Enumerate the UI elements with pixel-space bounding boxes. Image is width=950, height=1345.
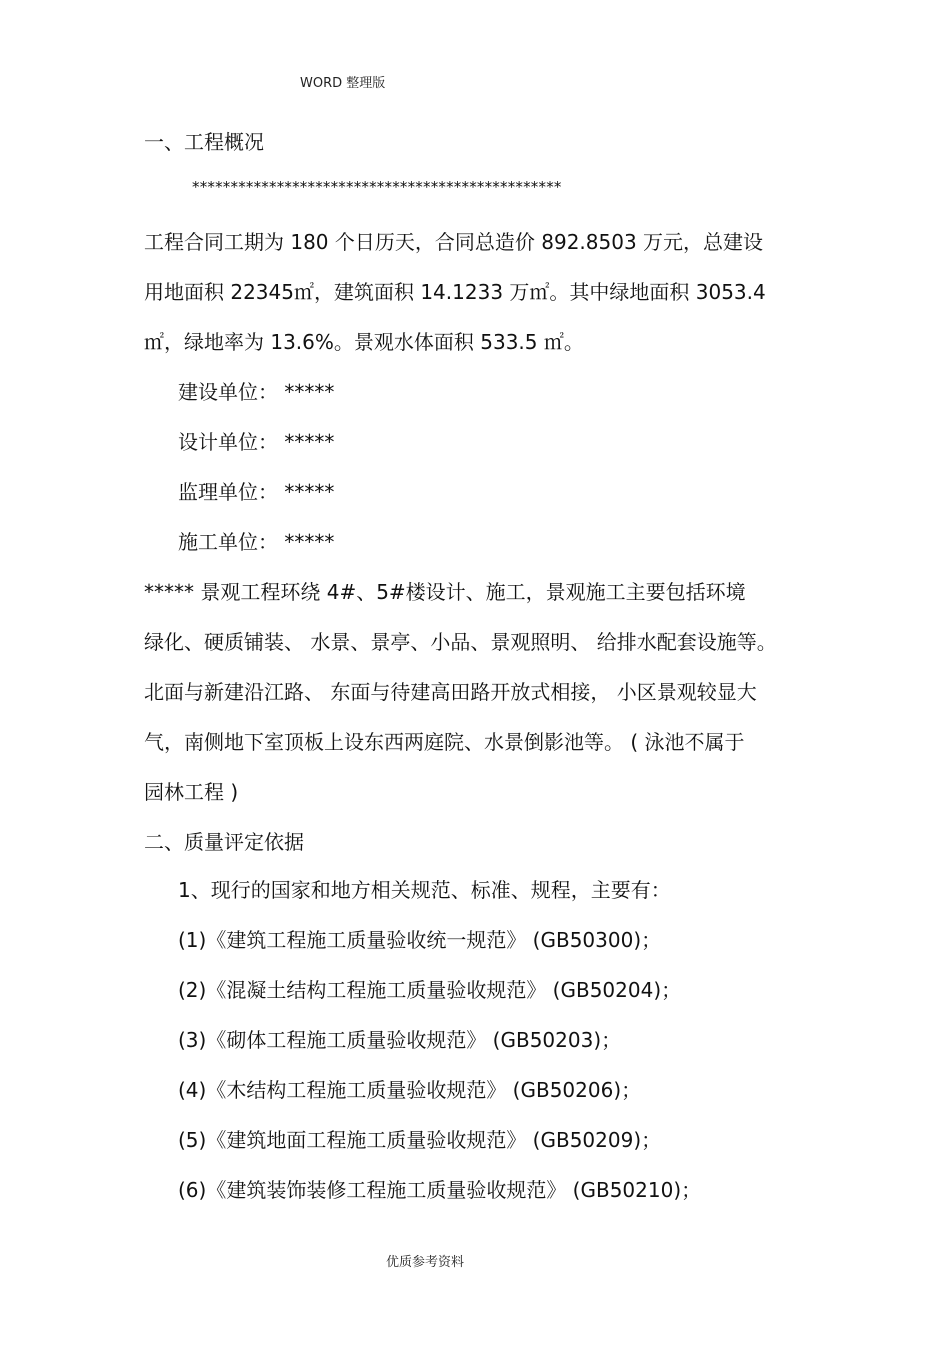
standard-item: (1)《建筑工程施工质量验收统一规范》 (GB50300)；	[178, 928, 662, 952]
standards-intro: 1、现行的国家和地方相关规范、标准、规程，主要有：	[178, 878, 671, 902]
standard-item: (6)《建筑装饰装修工程施工质量验收规范》 (GB50210)；	[178, 1178, 702, 1202]
unit-line: 建设单位： *****	[178, 380, 335, 404]
page-header: WORD 整理版	[300, 76, 386, 91]
description-line: 绿化、硬质铺装、 水景、景亭、小品、景观照明、 给排水配套设施等。	[144, 630, 777, 654]
standard-item: (2)《混凝土结构工程施工质量验收规范》 (GB50204)；	[178, 978, 682, 1002]
unit-line: 设计单位： *****	[178, 430, 335, 454]
standard-item: (3)《砌体工程施工质量验收规范》 (GB50203)；	[178, 1028, 622, 1052]
description-line: 气，南侧地下室顶板上设东西两庭院、水景倒影池等。 ( 泳池不属于	[144, 730, 745, 754]
standard-item: (5)《建筑地面工程施工质量验收规范》 (GB50209)；	[178, 1128, 662, 1152]
page-footer: 优质参考资料	[386, 1255, 465, 1270]
section-title-overview: 一、工程概况	[144, 130, 264, 154]
description-line: 园林工程 )	[144, 780, 239, 804]
unit-line: 监理单位： *****	[178, 480, 335, 504]
redacted-stars-line: ************************************************	[192, 178, 562, 196]
overview-line: 工程合同工期为 180 个日历天，合同总造价 892.8503 万元，总建设	[144, 230, 764, 254]
standard-item: (4)《木结构工程施工质量验收规范》 (GB50206)；	[178, 1078, 642, 1102]
description-line: ***** 景观工程环绕 4#、5#楼设计、施工，景观施工主要包括环境	[144, 580, 746, 604]
unit-line: 施工单位： *****	[178, 530, 335, 554]
section-title-quality: 二、质量评定依据	[144, 830, 304, 854]
description-line: 北面与新建沿江路、 东面与待建高田路开放式相接， 小区景观较显大	[144, 680, 757, 704]
overview-line: ㎡，绿地率为 13.6%。景观水体面积 533.5 ㎡。	[144, 330, 584, 354]
overview-line: 用地面积 22345㎡，建筑面积 14.1233 万㎡。其中绿地面积 3053.4	[144, 280, 766, 304]
